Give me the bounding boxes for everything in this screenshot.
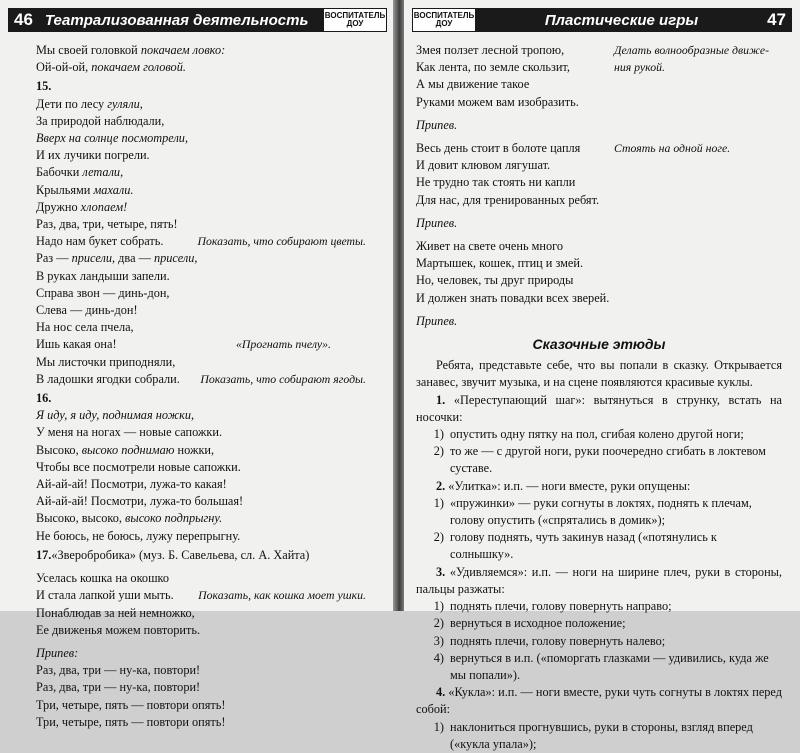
verse-line: Весь день стоит в болоте цапля Стоять на одной ноге. (416, 140, 782, 157)
verse-line: У меня на ногах — новые сапожки. (36, 425, 223, 440)
exercise-step: 1) поднять плечи, голову повернуть направо; (433, 599, 672, 614)
exercise-step: 3) поднять плечи, голову повернуть налево; (433, 633, 666, 648)
verse-line: Высоко, высоко поднимаю ножки, (36, 442, 215, 457)
verse-line: В руках ландыши запели. (36, 268, 170, 283)
verse-17 (36, 570, 366, 639)
verse-line: Чтобы все посмотрели новые сапожки. (36, 459, 241, 474)
verse-line: Ай-ай-ай! Посмотри, лужа-то какая! (36, 477, 227, 492)
verse-line: И довит клювом лягушат. (416, 158, 551, 173)
exercise-step: 2) то же — с другой ноги, руки поочередно сгибать в локтевом суставе. (433, 444, 766, 476)
verse-line: Не боюсь, не боюсь, лужу перепрыгну. (36, 528, 241, 543)
exercise-4-steps (416, 719, 782, 753)
verse-line: Понаблюдав за ней немножко, (36, 605, 195, 620)
journal-logo: ВОСПИТАТЕЛЬ ДОУ (412, 8, 476, 32)
exercise-4: 4. «Кукла»: и.п. — ноги вместе, руки чуть согнуты в локтях перед собой: (416, 685, 782, 717)
verse-line: Справа звон — динь-дон, (36, 285, 170, 300)
verse-line: За природой наблюдали, (36, 113, 165, 128)
page-number: 47 (767, 10, 786, 29)
stage-direction: Делать волнообразные движе- (614, 43, 770, 57)
verse-16 (36, 407, 366, 545)
verse-line: Не трудно так стоять ни капли (416, 175, 576, 190)
verse-number-16: 16. (36, 391, 52, 406)
verse-line: И должен знать повадки всех зверей. (416, 290, 610, 305)
exercise-3: 3. «Удивляемся»: и.п. — ноги на ширине плеч, руки в стороны, пальцы разжаты: (416, 564, 782, 596)
verse-line: Раз — присели, два — присели, (36, 251, 198, 266)
verse-line: В ладошки ягодки собрали. Показать, что собирают ягоды. (36, 371, 366, 388)
verse-line: Мы своей головкой покачаем ловко: (36, 43, 226, 57)
chorus-label: Припев. (416, 215, 458, 230)
chorus-label: Припев: (36, 645, 79, 660)
verse-line: Змея ползет лесной тропою, Делать волнообразные движе- (416, 42, 782, 59)
exercise-step: 1) «пружинки» — руки согнуты в локтях, поднять к плечам, голову опустить («спрятались в домик»); (433, 495, 752, 528)
verse-line: Я иду, я иду, поднимая ножки, (36, 408, 195, 423)
exercise-1-steps (416, 426, 782, 478)
verse-line: Раз, два, три — ну-ка, повтори! (36, 663, 201, 678)
exercise-2-steps (416, 495, 782, 564)
verse-line: Ой-ой-ой, покачаем головой. (36, 60, 186, 75)
verse-line: Три, четыре, пять — повтори опять! (36, 714, 226, 729)
right-page-body (416, 42, 782, 753)
verse-line: Для нас, для тренированных ребят. (416, 192, 600, 207)
section-title: Сказочные этюды (532, 336, 666, 353)
verse-17-heading (36, 547, 366, 564)
exercise-2: 2. «Улитка»: и.п. — ноги вместе, руки опущены: (436, 478, 691, 493)
left-page-header (8, 8, 387, 32)
stage-direction: Показать, что собирают ягоды. (200, 371, 366, 386)
verse-line: Надо нам букет собрать. Показать, что собирают цветы. (36, 233, 366, 250)
verse-line: Ай-ай-ай! Посмотри, лужа-то большая! (36, 494, 244, 509)
left-page (0, 0, 395, 729)
exercise-step: 1) опустить одну пятку на пол, сгибая колено другой ноги; (433, 427, 744, 442)
running-title: Театрализованная деятельность (44, 11, 309, 29)
verse-line: Руками можем вам изобразить. (416, 94, 579, 109)
exercise-step: 2) голову поднять, чуть закинув назад («потянулись к солнышку». (433, 530, 717, 562)
verse-line: Но, человек, ты друг природы (416, 273, 574, 288)
stage-direction: Показать, как кошка моет ушки. (198, 588, 366, 603)
verse-line: Вверх на солнце посмотрели, (36, 131, 189, 146)
verse-17-title: «Зверобробика» (муз. Б. Савельева, сл. А. Хайта) (51, 547, 310, 562)
verse-line: А мы движение такое (416, 77, 530, 92)
verse-line: Три, четыре, пять — повтори опять! (36, 697, 226, 712)
exercise-step: 4) вернуться в и.п. («поморгать глазками — удивились, куда же мы попали»). (433, 650, 769, 682)
verse-line: Слева — динь-дон! (36, 303, 138, 318)
verse-line: Живет на свете очень много (416, 239, 564, 254)
intro-paragraph: Ребята, представьте себе, что вы попали в сказку. Открывается занавес, звучит музыка, и на сцене появляются красивые куклы. (416, 358, 782, 390)
stage-direction: «Прогнать пчелу». (236, 337, 331, 352)
verse-line: Мартышек, кошек, птиц и змей. (416, 256, 584, 271)
stage-direction: Стоять на одной ноге. (614, 141, 731, 156)
chorus-label: Припев. (416, 313, 458, 328)
verse-line: Бабочки летали, (36, 165, 124, 180)
right-page-header (412, 8, 792, 32)
running-title: Пластические игры (544, 11, 699, 29)
chorus-label: Припев. (416, 117, 458, 132)
exercise-1: 1. «Переступающий шаг»: вытянуться в струнку, встать на носочки: (416, 392, 782, 424)
verse-number-17: 17. (36, 547, 52, 562)
stage-direction: ния рукой. (614, 60, 665, 75)
verse-line: Крыльями махали. (36, 182, 134, 197)
verse-line: Ее движенья можем повторить. (36, 622, 201, 637)
verse-line: Дружно хлопаем! (36, 199, 128, 214)
verse-number-15: 15. (36, 79, 52, 94)
verse-line: Уселась кошка на окошко (36, 571, 170, 586)
verse-line: Раз, два, три — ну-ка, повтори! (36, 680, 201, 695)
verse-line: Раз, два, три, четыре, пять! (36, 217, 178, 232)
verse-heron (416, 140, 782, 209)
verse-line: И стала лапкой уши мыть. Показать, как кошка моет ушки. (36, 587, 366, 604)
exercise-step: 1) наклониться прогнувшись, руки в стороны, взгляд вперед («кукла упала»); (433, 719, 753, 751)
stage-direction: Показать, что собирают цветы. (197, 234, 366, 249)
exercise-3-steps (416, 598, 782, 684)
verse-line: Ишь какая она! «Прогнать пчелу». (36, 336, 366, 353)
verse-line: Высоко, высоко, высоко подпрыгну. (36, 511, 223, 526)
verse-lines-top (36, 42, 366, 76)
verse-line: Дети по лесу гуляли, (36, 96, 143, 111)
exercise-step: 2) вернуться в исходное положение; (433, 616, 626, 631)
verse-animals (416, 238, 782, 307)
verse-line: Мы листочки приподняли, (36, 354, 176, 369)
verse-snake (416, 42, 782, 111)
right-page (404, 0, 800, 751)
verse-line: И их лучики погрели. (36, 148, 150, 163)
page-number: 46 (14, 10, 33, 29)
verse-15 (36, 96, 366, 388)
chorus-lines (36, 662, 366, 731)
left-page-body (36, 42, 366, 731)
journal-logo: ВОСПИТАТЕЛЬ ДОУ (323, 8, 387, 32)
verse-line: Как лента, по земле скользит, ния рукой. (416, 59, 782, 76)
verse-line: На нос села пчела, (36, 320, 134, 335)
